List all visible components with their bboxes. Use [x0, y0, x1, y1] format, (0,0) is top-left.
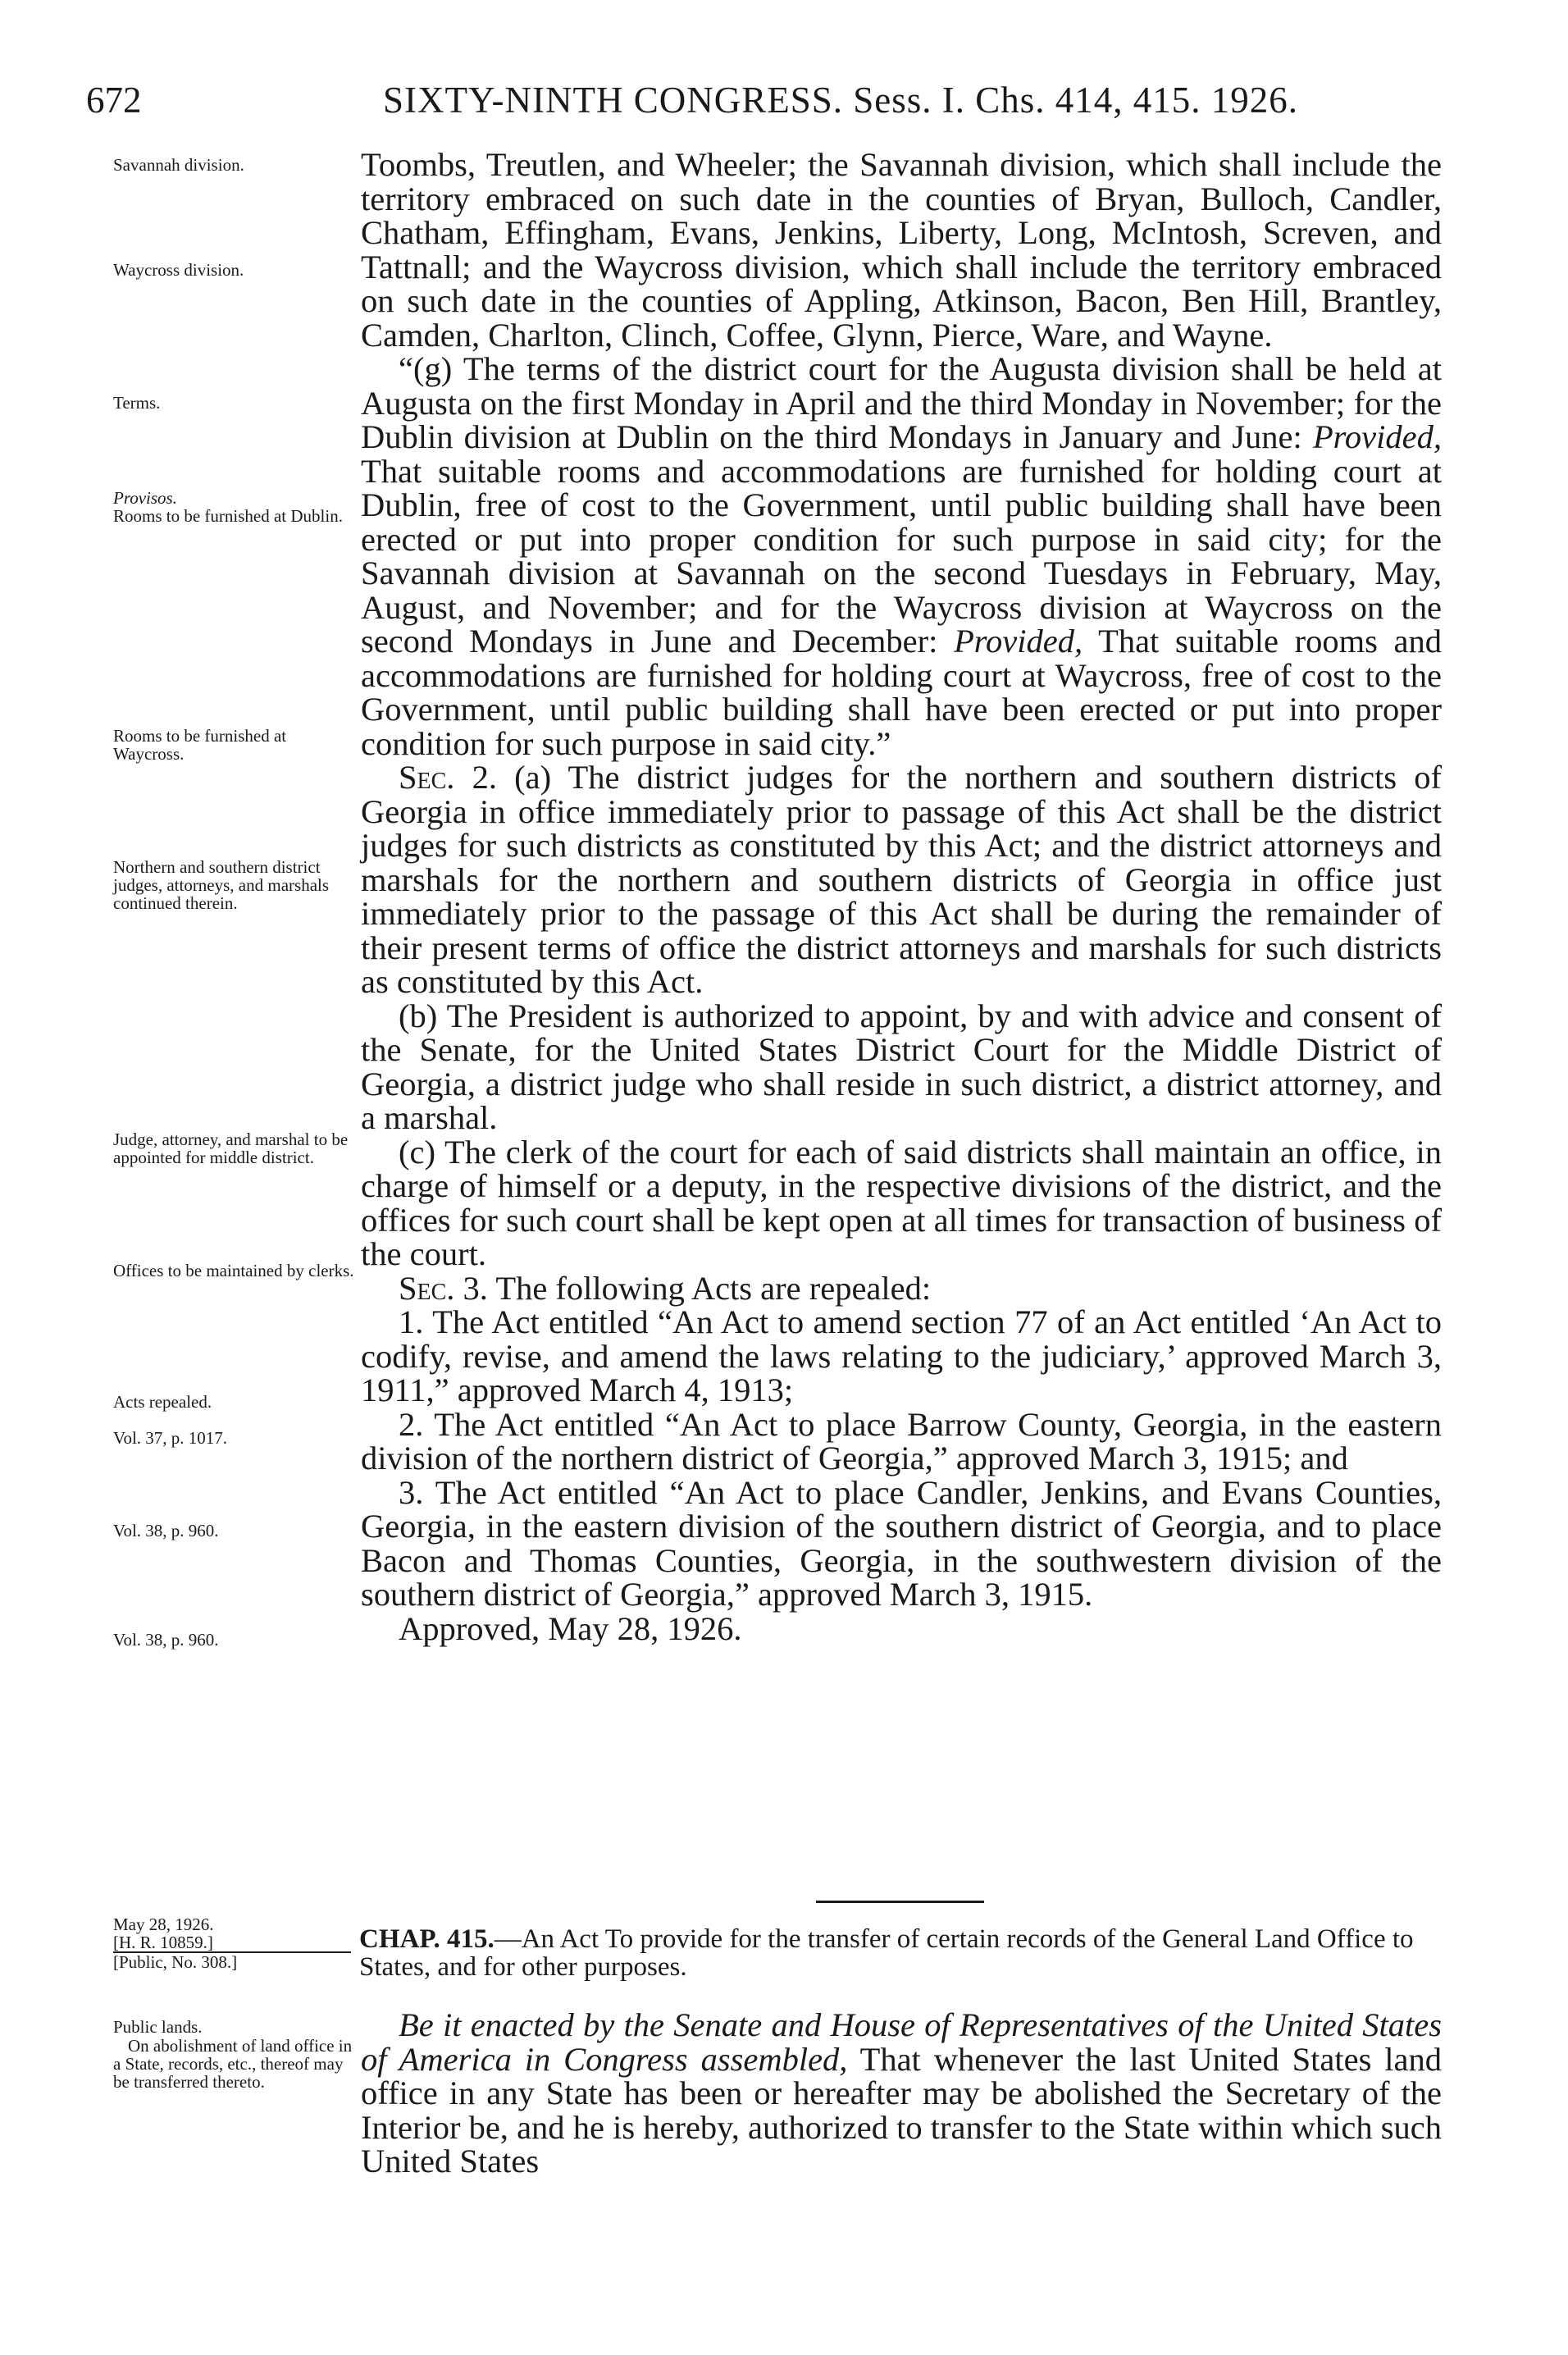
margin-note-acts-repealed: Acts repealed.: [113, 1392, 212, 1412]
margin-note-offices: Offices to be maintained by clerks.: [113, 1261, 354, 1280]
bill-number: [H. R. 10859.]: [113, 1933, 351, 1953]
paragraph-sec2c: (c) The clerk of the court for each of said districts shall maintain an office, in charge of himself or a deputy, in the respective divisions of the district, and the offices for such court shall be kept open at all times for transaction of business of the court.: [361, 1133, 1442, 1272]
margin-note-judges-continued: Northern and southern district judges, attorneys, and marshals continued therein.: [113, 857, 330, 913]
chapter-label: CHAP. 415.: [359, 1924, 495, 1954]
paragraph-divisions: Toombs, Treutlen, and Wheeler; the Savannah division, which shall include the territory embraced on such date in the counties of Bryan, Bulloch, Candler, Chatham, Effingham, Evans, Jenkins, Liberty, Long, McIntosh, Screven, and Tattnall; and the Waycross division, which shall include the territory embraced on such date in the counties of Appling, Atkinson, Bacon, Ben Hill, Brantley, Camden, Charlton, Clinch, Coffee, Glynn, Pierce, Ware, and Wayne.: [361, 146, 1442, 354]
margin-note-savannah: Savannah division.: [113, 155, 244, 175]
margin-note-vol38-b: Vol. 38, p. 960.: [113, 1630, 219, 1650]
page-number: 672: [86, 80, 142, 121]
margin-note-middle-district: Judge, attorney, and marshal to be appointed for middle district.: [113, 1130, 349, 1167]
enacting-clause: [361, 2008, 1442, 2179]
enacting-formula: Be it enacted by the Senate and House of Representatives of the United States of America in Congress assembled,: [361, 2006, 1442, 2078]
margin-note-terms: Terms.: [113, 393, 161, 413]
section-divider: [816, 1901, 984, 1903]
margin-note-public-lands: Public lands.: [113, 2017, 203, 2037]
running-title: SIXTY-NINTH CONGRESS. Sess. I. Chs. 414, 415. 1926.: [383, 80, 1299, 121]
margin-note-vol37: Vol. 37, p. 1017.: [113, 1428, 228, 1448]
paragraph-sec3: Sec. 3. The following Acts are repealed:: [399, 1269, 932, 1307]
chapter-heading: [359, 1925, 1443, 1981]
margin-note-abolishment: On abolishment of land office in a State, records, etc., thereof may be transferred thereto.: [113, 2036, 353, 2092]
margin-note-vol38-a: Vol. 38, p. 960.: [113, 1521, 219, 1540]
paragraph-repeal-3: 3. The Act entitled “An Act to place Candler, Jenkins, and Evans Counties, Georgia, in the eastern division of the southern district of Georgia, and to place Bacon and Thomas Counties, Georgia, in the southwestern division of the southern district of Georgia,” approved March 3, 1915.: [361, 1473, 1442, 1613]
paragraph-repeal-1: 1. The Act entitled “An Act to amend section 77 of an Act entitled ‘An Act to codify, revise, and amend the laws relating to the judiciary,’ approved March 3, 1911,” approved March 4, 1913;: [361, 1303, 1442, 1408]
bill-info: [113, 1915, 359, 1971]
page-header: [86, 79, 1447, 128]
paragraph-sec2a: Sec. 2. (a) The district judges for the northern and southern districts of Georgia in office immediately prior to passage of this Act shall be the district judges for such districts as constituted by this Act; and the district attorneys and marshals for the northern and southern districts of Georgia in office just immediately prior to the passage of this Act shall be during the remainder of their present terms of office the district attorneys and marshals for such districts as constituted by this Act.: [361, 759, 1442, 1000]
margin-note-rooms-dublin: Rooms to be furnished at Dublin.: [113, 506, 343, 526]
approved-line: Approved, May 28, 1926.: [399, 1609, 742, 1647]
bill-date: May 28, 1926.: [113, 1915, 214, 1934]
paragraph-sec2b: (b) The President is authorized to appoint, by and with advice and consent of the Senate, for the United States District Court for the Middle District of Georgia, a district judge who shall reside in such district, a district attorney, and a marshal.: [361, 997, 1442, 1136]
margin-note-waycross: Waycross division.: [113, 260, 244, 280]
paragraph-repeal-2: 2. The Act entitled “An Act to place Barrow County, Georgia, in the eastern division of the northern district of Georgia,” approved March 3, 1915; and: [361, 1405, 1442, 1476]
paragraph-terms: “(g) The terms of the district court for the Augusta division shall be held at Augusta on the first Monday in April and the third Monday in November; for the Dublin division at Dublin on the third Mondays in January and June: Provided, That suitable rooms and accommodations are furnished for holding court at Dublin, free of cost to the Government, until public building shall have been erected or put into proper condition for such purpose in said city; for the Savannah division at Savannah on the second Tuesdays in February, May, August, and November; and for the Waycross division at Waycross on the second Mondays in June and December: Provided, That suitable rooms and accommodations are furnished for holding court at Waycross, free of cost to the Government, until public building shall have been erected or put into proper condition for such purpose in said city.”: [361, 350, 1443, 762]
main-text: [361, 148, 1442, 1645]
margin-note-rooms-waycross: Rooms to be furnished at Waycross.: [113, 726, 287, 764]
enacting-text: That whenever the last United States land office in any State has been or hereafter may be abolished the Secretary of the Interior be, and he is hereby, authorized to transfer to the State within which such United States: [361, 2040, 1443, 2179]
margin-note-provisos: Provisos.: [113, 488, 177, 508]
public-number: [Public, No. 308.]: [113, 1952, 238, 1972]
chapter-title: —An Act To provide for the transfer of certain records of the General Land Office to States, and for other purposes.: [359, 1924, 1414, 1982]
